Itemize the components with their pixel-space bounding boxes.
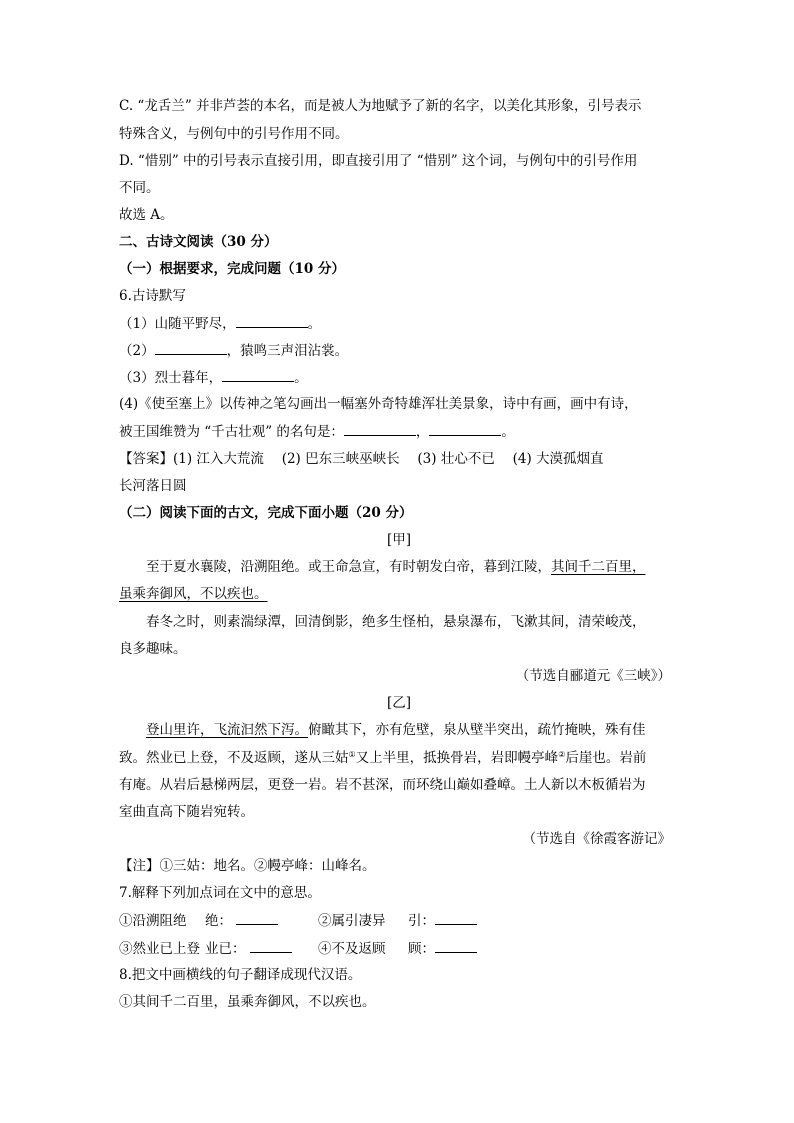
text-b-source: （节选自《徐霞客游记》 bbox=[522, 831, 671, 847]
option-d-line-2: 不同。 bbox=[119, 180, 160, 196]
option-c-line-1: C. “龙舌兰” 并非芦荟的本名，而是被人为地赋予了新的名字，以美化其形象，引号表示 bbox=[119, 98, 642, 114]
question-6-item-4-line-1: (4)《使至塞上》以传神之笔勾画出一幅塞外奇特雄浑壮美景象，诗中有画，画中有诗， bbox=[119, 396, 638, 412]
question-7-row-1: ①沿溯阻绝 绝： ②属引凄异 引： bbox=[119, 910, 477, 931]
question-7-title: 7.解释下列加点词在文中的意思。 bbox=[119, 885, 321, 901]
part-one-heading: （一）根据要求，完成问题（10 分） bbox=[119, 261, 345, 277]
question-6-answer-line-1: 【答案】(1) 江入大荒流 (2) 巴东三峡巫峡长 (3) 壮心不已 (4) 大漠孤烟直 bbox=[119, 451, 604, 467]
answer-choice: 故选 A。 bbox=[119, 207, 174, 223]
question-6-item-1: （1）山随平野尽， 。 bbox=[119, 313, 679, 334]
underlined-sentence: 其间千二百里， bbox=[551, 559, 646, 575]
answer-blank[interactable] bbox=[222, 367, 294, 382]
footnote: 【注】①三姑：地名。②幔亭峰：山峰名。 bbox=[119, 858, 376, 874]
question-7-row-2: ③然业已上登 业已： ④不及返顾 顾： bbox=[119, 938, 477, 959]
text-b-label: [乙] bbox=[386, 695, 412, 711]
answer-blank[interactable] bbox=[435, 910, 477, 925]
answer-blank[interactable] bbox=[236, 313, 308, 328]
answer-blank[interactable] bbox=[250, 938, 292, 953]
option-c-line-2: 特殊含义，与例句中的引号作用不同。 bbox=[119, 126, 349, 142]
answer-blank[interactable] bbox=[435, 938, 477, 953]
answer-blank[interactable] bbox=[155, 340, 227, 355]
underlined-sentence: 登山里许，飞流汩然下泻。 bbox=[146, 722, 308, 738]
question-6-item-3: （3）烈士暮年， 。 bbox=[119, 367, 679, 388]
question-8-title: 8.把文中画横线的句子翻译成现代汉语。 bbox=[119, 967, 362, 983]
option-d-line-1: D. “惜别” 中的引号表示直接引用，即直接引用了 “惜别” 这个词，与例句中的引号作用 bbox=[119, 153, 638, 169]
footnote-marker: ② bbox=[558, 750, 566, 759]
text-a-paragraph-2-line-2: 良多趣味。 bbox=[119, 641, 187, 657]
answer-blank[interactable] bbox=[236, 910, 278, 925]
footnote-marker: ① bbox=[348, 750, 356, 759]
question-6-answer-line-2: 长河落日圆 bbox=[119, 478, 187, 494]
text-b-line-4: 室曲直高下随岩宛转。 bbox=[119, 804, 254, 820]
question-6-item-4-line-2: 被王国维赞为 “千古壮观” 的名句是： ， 。 bbox=[119, 421, 679, 442]
text-b-line-1: 登山里许，飞流汩然下泻。俯瞰其下，亦有危壁，泉从壁半突出，疏竹掩映，殊有佳 bbox=[146, 722, 646, 738]
underlined-sentence: 虽乘奔御风，不以疾也。 bbox=[119, 586, 268, 602]
answer-blank[interactable] bbox=[429, 421, 501, 436]
text-a-paragraph-2-line-1: 春冬之时，则素湍绿潭，回清倒影，绝多生怪柏，悬泉瀑布，飞漱其间，清荣峻茂， bbox=[146, 614, 646, 630]
text-a-paragraph-1-line-1: 至于夏水襄陵，沿溯阻绝。或王命急宣，有时朝发白帝，暮到江陵，其间千二百里， bbox=[146, 559, 646, 575]
answer-blank[interactable] bbox=[344, 421, 416, 436]
text-b-line-3: 有庵。从岩后悬梯两层，更登一岩。岩不甚深，而环绕山巅如叠嶂。土人新以木板循岩为 bbox=[119, 777, 646, 793]
text-a-label: [甲] bbox=[386, 532, 412, 548]
text-a-paragraph-1-line-2 bbox=[119, 584, 679, 604]
text-b-line-2: 致。然业已上登，不及返顾，遂从三姑①又上半里，抵换骨岩，岩即幔亭峰②后崖也。岩前 bbox=[119, 750, 647, 766]
section-heading: 二、古诗文阅读（30 分） bbox=[119, 234, 278, 250]
question-8-item-1: ①其间千二百里，虽乘奔御风，不以疾也。 bbox=[119, 994, 376, 1010]
part-two-heading: （二）阅读下面的古文，完成下面小题（20 分） bbox=[119, 505, 413, 521]
question-6-item-2: （2） ，猿鸣三声泪沾裳。 bbox=[119, 340, 679, 361]
text-a-source: （节选自郦道元《三峡》） bbox=[515, 668, 671, 684]
question-6-title: 6.古诗默写 bbox=[119, 288, 186, 304]
